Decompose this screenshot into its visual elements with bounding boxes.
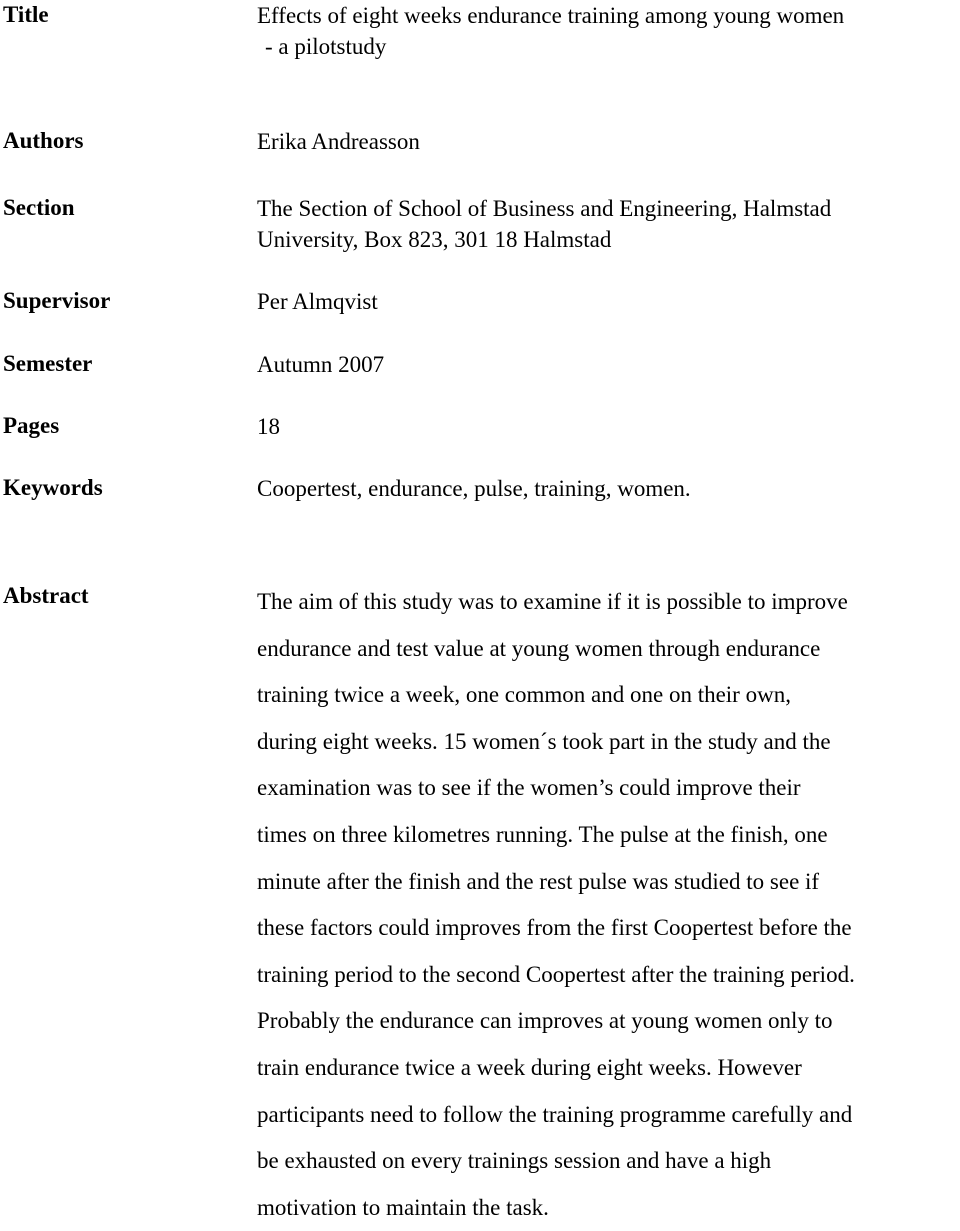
supervisor-label: Supervisor: [3, 288, 111, 313]
abstract-line: motivation to maintain the task.: [257, 1194, 549, 1220]
abstract-line: times on three kilometres running. The pulse at the finish, one: [257, 821, 828, 847]
supervisor-value: Per Almqvist: [257, 289, 378, 314]
title-value: [257, 0, 957, 62]
authors-label: Authors: [3, 128, 84, 153]
abstract-line: train endurance twice a week during eight weeks. However: [257, 1054, 802, 1080]
pages-value: 18: [257, 414, 280, 439]
keywords-label: Keywords: [3, 475, 103, 500]
semester-label: Semester: [3, 351, 93, 376]
abstract-line: examination was to see if the women’s could improve their: [257, 775, 801, 801]
title-line: - a pilotstudy: [265, 34, 387, 59]
authors-value: Erika Andreasson: [257, 129, 420, 154]
abstract-line: minute after the finish and the rest pulse was studied to see if: [257, 868, 820, 894]
abstract-line: Probably the endurance can improves at young women only to: [257, 1008, 833, 1034]
section-label: Section: [3, 195, 75, 220]
abstract-line: endurance and test value at young women through endurance: [257, 635, 821, 661]
abstract-line: participants need to follow the training programme carefully and: [257, 1101, 853, 1127]
section-line: University, Box 823, 301 18 Halmstad: [257, 227, 612, 252]
abstract-line: training twice a week, one common and one on their own,: [257, 682, 791, 708]
abstract-line: these factors could improves from the first Coopertest before the: [257, 915, 852, 941]
title-label: Title: [3, 2, 49, 27]
abstract-line: training period to the second Coopertest after the training period.: [257, 961, 855, 987]
semester-value: Autumn 2007: [257, 352, 385, 377]
pages-label: Pages: [3, 413, 60, 438]
abstract-line: The aim of this study was to examine if it is possible to improve: [257, 589, 848, 614]
abstract-text: [257, 579, 957, 1231]
keywords-value: Coopertest, endurance, pulse, training, women.: [257, 476, 691, 501]
section-line: The Section of School of Business and Engineering, Halmstad: [257, 196, 832, 221]
abstract-line: be exhausted on every trainings session and have a high: [257, 1148, 772, 1174]
section-value: [257, 193, 957, 255]
title-line: Effects of eight weeks endurance training among young women: [257, 3, 845, 28]
abstract-label: Abstract: [3, 583, 89, 608]
abstract-line: during eight weeks. 15 women´s took part in the study and the: [257, 728, 831, 754]
